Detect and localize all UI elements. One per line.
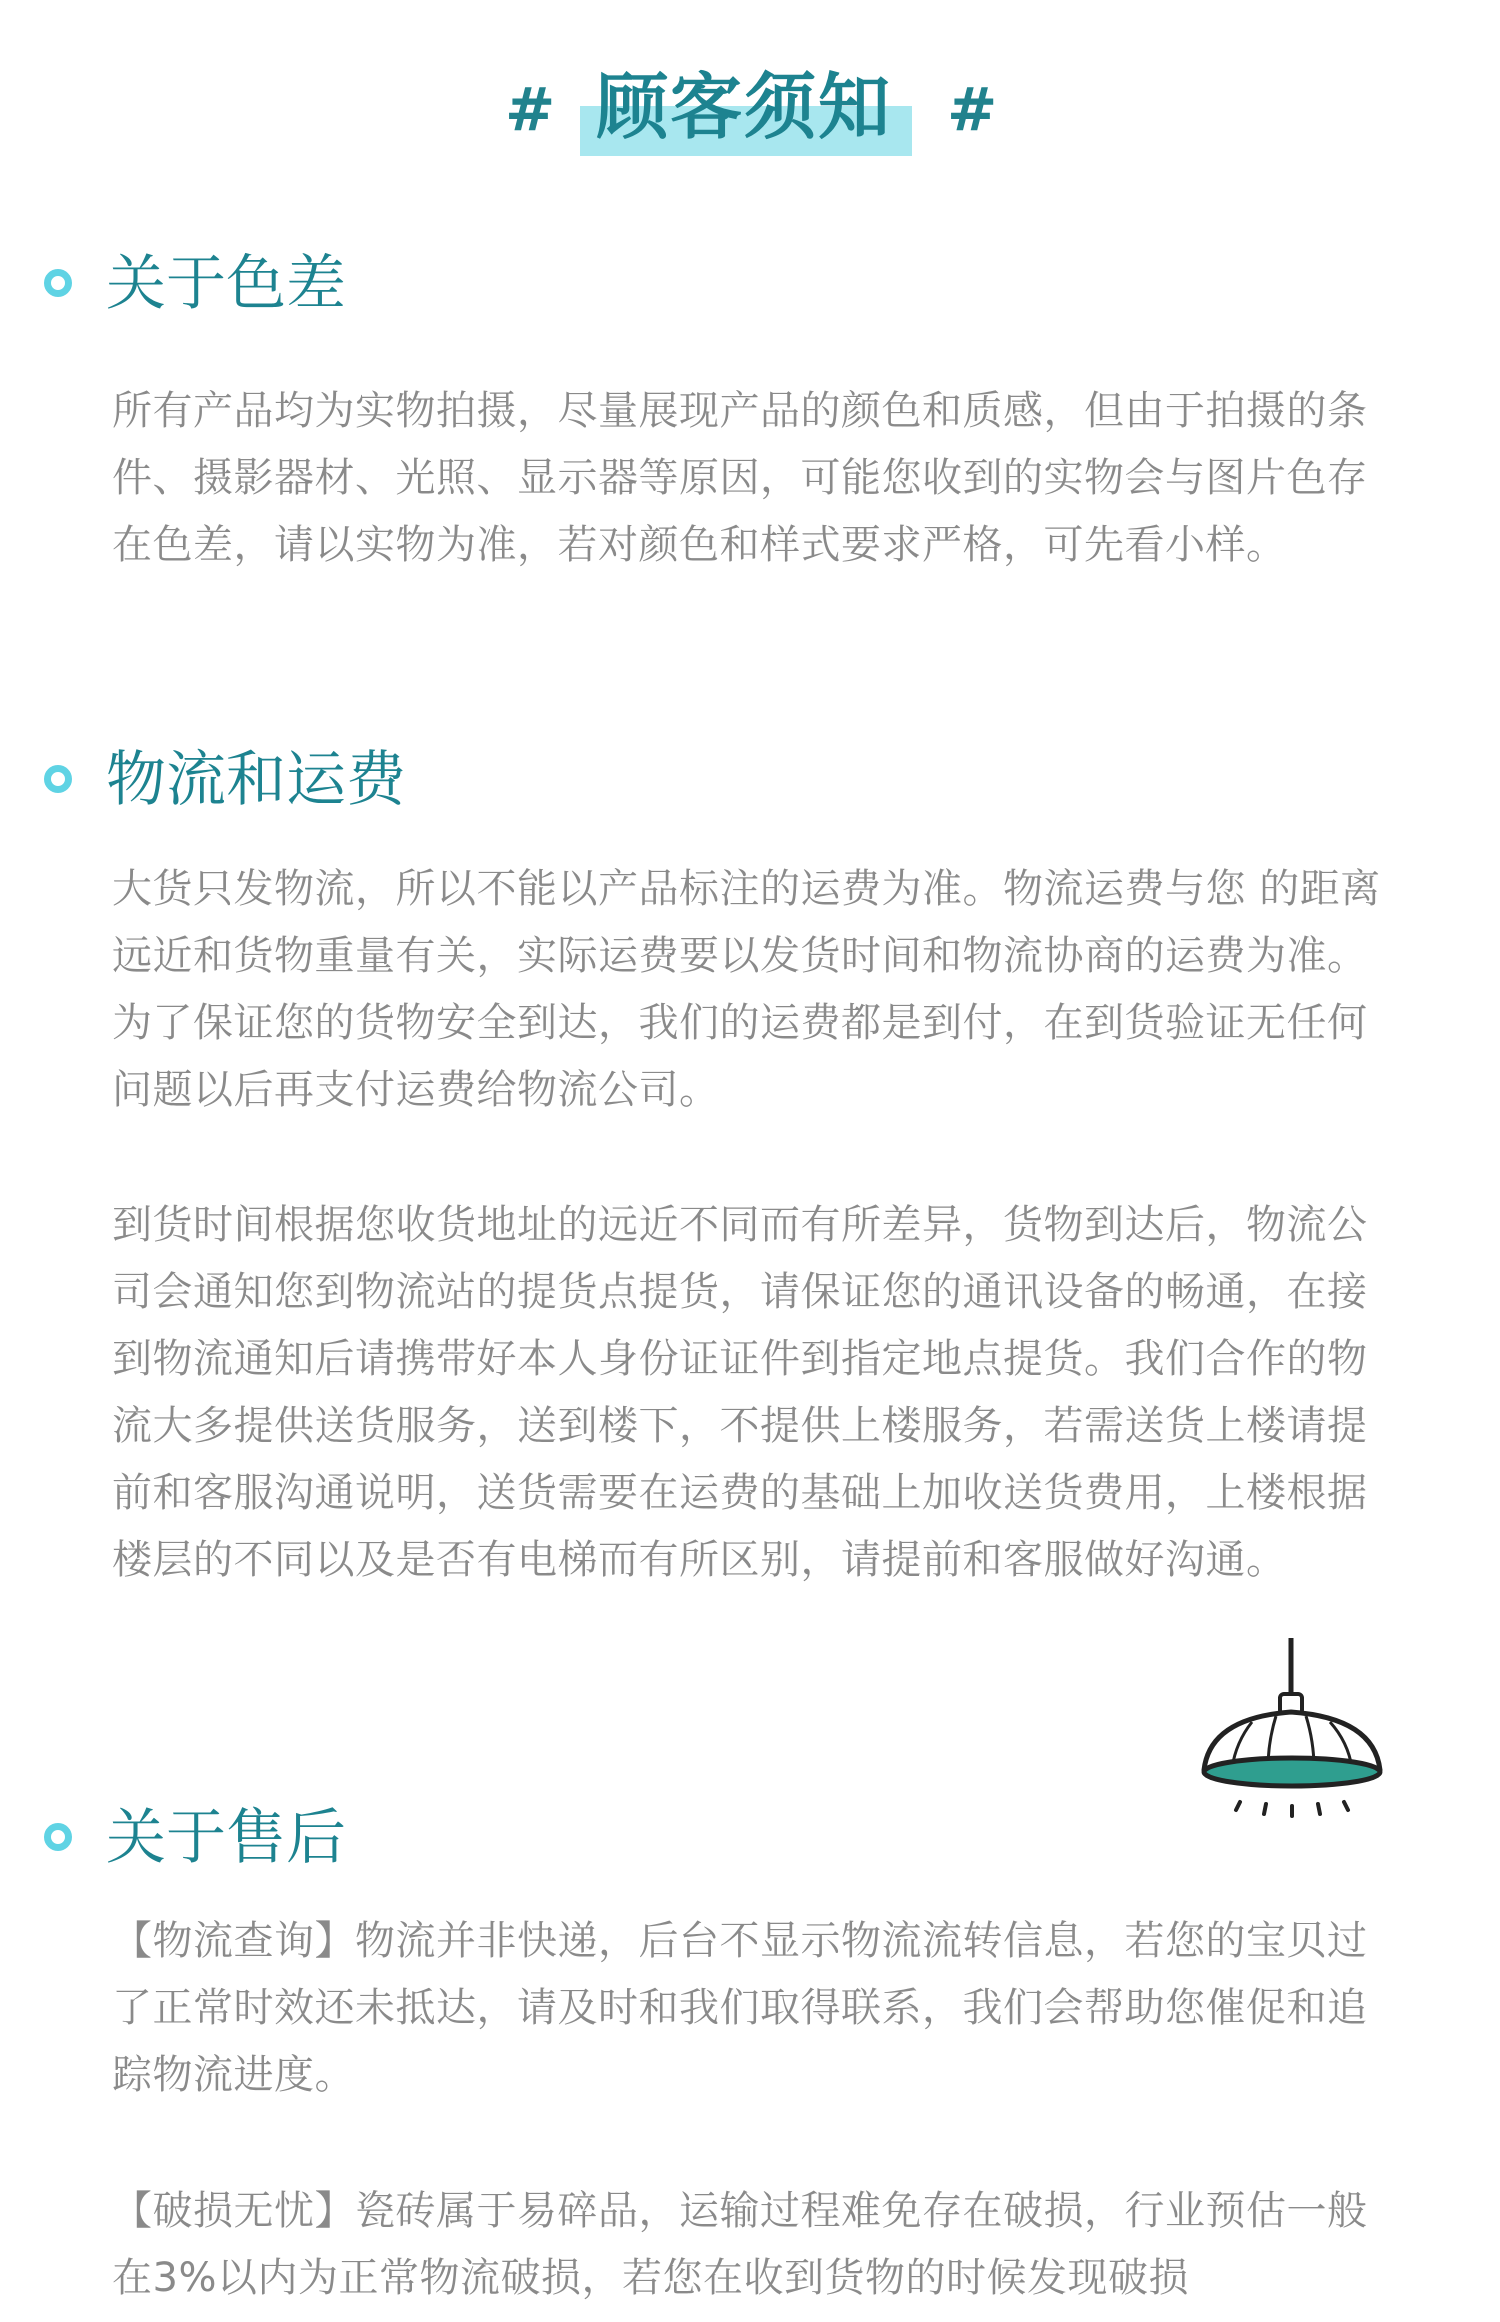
hash-left: # <box>505 75 556 145</box>
paragraph-damage-guarantee: 【破损无忧】瓷砖属于易碎品，运输过程难免存在破损，行业预估一般在3%以内为正常物流破损，若您在收到货物的时候发现破损 <box>112 2188 1368 2301</box>
section-heading-text: 关于售后 <box>106 1803 346 1873</box>
circle-bullet-icon <box>44 765 72 793</box>
section-heading-text: 关于色差 <box>106 249 346 319</box>
page-title-text: 顾客须知 <box>596 65 893 149</box>
paragraph-logistics-delivery: 到货时间根据您收货地址的远近不同而有所差异，货物到达后，物流公司会通知您到物流站的提货点提货，请保证您的通讯设备的畅通，在接到物流通知后请携带好本人身份证证件到指定地点提货。我们合作的物流大多提供送货服务，送到楼下，不提供上楼服务，若需送货上楼请提前和客服沟通说明，送货需要在运费的基础上加收送货费用，上楼根据楼层的不同以及是否有电梯而有所区别，请提前和客服做好沟通。 <box>112 1202 1368 1583</box>
circle-bullet-icon <box>44 1823 72 1851</box>
circle-bullet-icon <box>44 269 72 297</box>
section-heading-text: 物流和运费 <box>106 745 406 815</box>
page-title <box>0 62 1500 162</box>
paragraph-logistics-freight: 大货只发物流，所以不能以产品标注的运费为准。物流运费与您 的距离远近和货物重量有关，实际运费要以发货时间和物流协商的运费为准。为了保证您的货物安全到达，我们的运费都是到付，在到货验证无任何问题以后再支付运费给物流公司。 <box>112 866 1381 1113</box>
hanging-lamp-icon <box>1192 1638 1392 1820</box>
hash-right: # <box>947 75 998 145</box>
paragraph-logistics-inquiry: 【物流查询】物流并非快递，后台不显示物流流转信息，若您的宝贝过了正常时效还未抵达，请及时和我们取得联系，我们会帮助您催促和追踪物流进度。 <box>112 1918 1368 2098</box>
paragraph-color-difference: 所有产品均为实物拍摄，尽量展现产品的颜色和质感，但由于拍摄的条件、摄影器材、光照、显示器等原因，可能您收到的实物会与图片色存在色差，请以实物为准，若对颜色和样式要求严格，可先看小样。 <box>112 388 1368 568</box>
